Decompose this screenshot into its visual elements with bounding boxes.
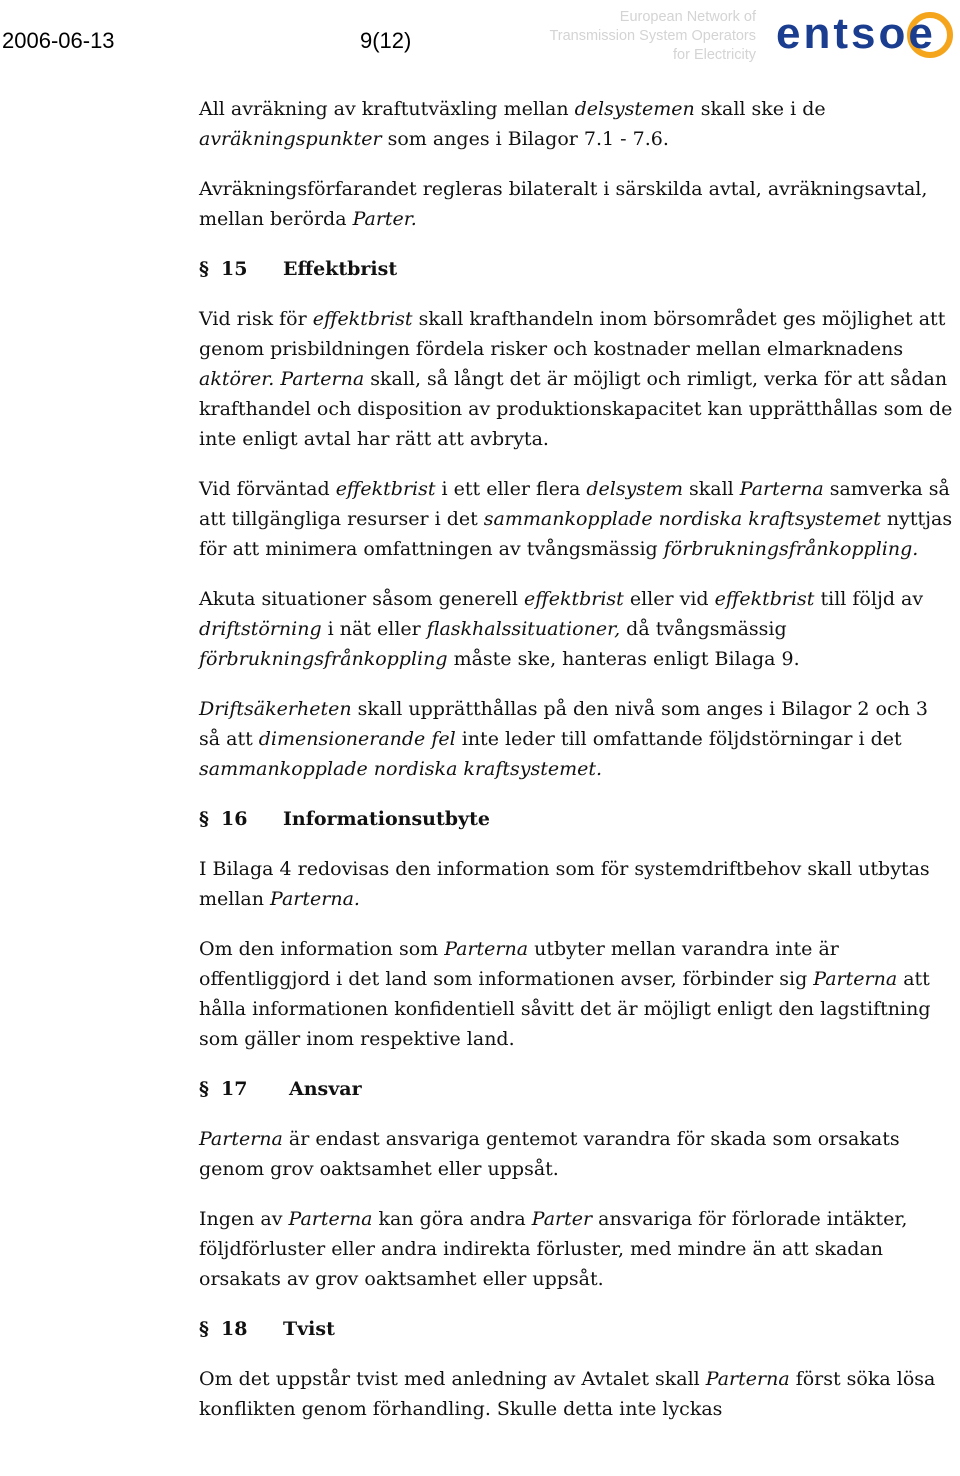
section-symbol: § bbox=[199, 808, 209, 830]
text-run: i ett eller flera bbox=[435, 478, 587, 500]
text-run: är endast ansvariga gentemot varandra för skada som orsakats genom grov oaktsamhet eller uppsåt. bbox=[199, 1128, 900, 1180]
defined-term: delsystem bbox=[586, 478, 683, 500]
defined-term: förbrukningsfrånkoppling bbox=[199, 648, 448, 670]
text-run: kan göra andra bbox=[372, 1208, 532, 1230]
logo-wordmark: entsoe bbox=[776, 9, 936, 58]
org-line-1: European Network of bbox=[619, 9, 756, 25]
section-heading-18 bbox=[199, 1314, 955, 1344]
paragraph bbox=[199, 1124, 955, 1184]
defined-term: Parterna bbox=[288, 1208, 373, 1230]
text-run: eller vid bbox=[623, 588, 715, 610]
defined-term: avräkningspunkter bbox=[199, 128, 382, 150]
section-number: 16 bbox=[221, 808, 248, 830]
paragraph bbox=[199, 694, 955, 784]
defined-term: Parterna bbox=[739, 478, 824, 500]
text-run: måste ske, hanteras enligt Bilaga 9. bbox=[447, 648, 800, 670]
text-run: Ingen av bbox=[199, 1208, 289, 1230]
text-run: samverka så att tillgängliga resurser i det bbox=[199, 478, 950, 530]
header-page-number: 9(12) bbox=[360, 28, 412, 53]
text-run: skall ske i de bbox=[694, 98, 826, 120]
section-number: 18 bbox=[221, 1318, 248, 1340]
defined-term: sammankopplade nordiska kraftsystemet. bbox=[199, 758, 603, 780]
text-run: Om den information som bbox=[199, 938, 445, 960]
header-date: 2006-06-13 bbox=[2, 28, 115, 53]
text-run: som anges i Bilagor 7.1 - 7.6. bbox=[381, 128, 669, 150]
document-body bbox=[199, 94, 955, 1444]
defined-term: Parter. bbox=[352, 208, 417, 230]
text-run: Avräkningsförfarandet regleras bilateralt i särskilda avtal, avräkningsavtal, mellan berörda bbox=[199, 178, 928, 230]
paragraph bbox=[199, 584, 955, 674]
defined-term: effektbrist bbox=[312, 308, 413, 330]
defined-term: Driftsäkerheten bbox=[199, 698, 352, 720]
text-run: skall, så långt det är möjligt och rimligt, verka för att sådan krafthandel och disposition av produktionskapacitet kan upprätthållas som de inte enligt avtal har rätt att avbryta. bbox=[199, 368, 953, 450]
paragraph bbox=[199, 1364, 955, 1424]
text-run: Om det uppstår tvist med anledning av Avtalet skall bbox=[199, 1368, 706, 1390]
paragraph bbox=[199, 854, 955, 914]
page-header bbox=[0, 0, 960, 90]
paragraph bbox=[199, 174, 955, 234]
org-line-2: Transmission System Operators bbox=[549, 28, 756, 44]
defined-term: Parter bbox=[531, 1208, 593, 1230]
entsoe-logo bbox=[776, 4, 960, 60]
section-heading-16 bbox=[199, 804, 955, 834]
text-run: skall bbox=[682, 478, 740, 500]
defined-term: dimensionerande fel bbox=[258, 728, 456, 750]
paragraph bbox=[199, 1204, 955, 1294]
text-run: skall upprätthållas på den nivå som anges i Bilagor 2 och 3 så att bbox=[199, 698, 928, 750]
text-run: I Bilaga 4 redovisas den information som för systemdriftbehov skall utbytas mellan bbox=[199, 858, 930, 910]
text-run: skall krafthandeln inom börsområdet ges möjlighet att genom prisbildningen fördela risker och kostnader mellan elmarknadens bbox=[199, 308, 946, 360]
text-run: i nät eller bbox=[321, 618, 427, 640]
section-number: 15 bbox=[221, 258, 248, 280]
text-run: till följd av bbox=[814, 588, 924, 610]
defined-term: aktörer. Parterna bbox=[199, 368, 365, 390]
defined-term: delsystemen bbox=[574, 98, 695, 120]
defined-term: flaskhalssituationer, bbox=[426, 618, 621, 640]
text-run: att hålla informationen konfidentiell såvitt det är möjligt enligt den lagstiftning som gäller inom respektive land. bbox=[199, 968, 931, 1050]
section-symbol: § bbox=[199, 1318, 209, 1340]
defined-term: förbrukningsfrånkoppling. bbox=[663, 538, 919, 560]
text-run: All avräkning av kraftutväxling mellan bbox=[199, 98, 575, 120]
text-run: nyttjas för att minimera omfattningen av tvångsmässig bbox=[199, 508, 953, 560]
section-number: 17 bbox=[221, 1078, 248, 1100]
paragraph bbox=[199, 304, 955, 454]
defined-term: effektbrist bbox=[524, 588, 624, 610]
defined-term: sammankopplade nordiska kraftsystemet bbox=[483, 508, 881, 530]
defined-term: Parterna bbox=[444, 938, 529, 960]
defined-term: effektbrist bbox=[335, 478, 436, 500]
header-organization-name bbox=[540, 8, 756, 65]
defined-term: effektbrist bbox=[714, 588, 815, 610]
org-line-3: for Electricity bbox=[673, 47, 756, 63]
section-title: Informationsutbyte bbox=[283, 808, 490, 830]
section-heading-17 bbox=[199, 1074, 955, 1104]
defined-term: Parterna bbox=[199, 1128, 283, 1150]
text-run: Vid risk för bbox=[199, 308, 313, 330]
section-title: Effektbrist bbox=[283, 258, 398, 280]
section-heading-15 bbox=[199, 254, 955, 284]
text-run: inte leder till omfattande följdstörningar i det bbox=[455, 728, 902, 750]
text-run: Vid förväntad bbox=[199, 478, 336, 500]
text-run: Akuta situationer såsom generell bbox=[199, 588, 524, 610]
text-run: då tvångsmässig bbox=[620, 618, 787, 640]
defined-term: driftstörning bbox=[199, 618, 322, 640]
paragraph bbox=[199, 94, 955, 154]
text-run: ansvariga för förlorade intäkter, följdförluster eller andra indirekta förluster, med mindre än att skadan orsakats av grov oaktsamhet eller uppsåt. bbox=[199, 1208, 908, 1290]
text-run: först söka lösa konflikten genom förhandling. Skulle detta inte lyckas bbox=[199, 1368, 936, 1420]
section-symbol: § bbox=[199, 1078, 209, 1100]
text-run: utbyter mellan varandra inte är offentliggjord i det land som informationen avser, förbinder sig bbox=[199, 938, 839, 990]
paragraph bbox=[199, 474, 955, 564]
paragraph bbox=[199, 934, 955, 1054]
defined-term: Parterna bbox=[705, 1368, 790, 1390]
section-symbol: § bbox=[199, 258, 209, 280]
defined-term: Parterna bbox=[813, 968, 898, 990]
defined-term: Parterna. bbox=[270, 888, 360, 910]
section-title: Tvist bbox=[283, 1318, 335, 1340]
section-title: Ansvar bbox=[289, 1078, 362, 1100]
